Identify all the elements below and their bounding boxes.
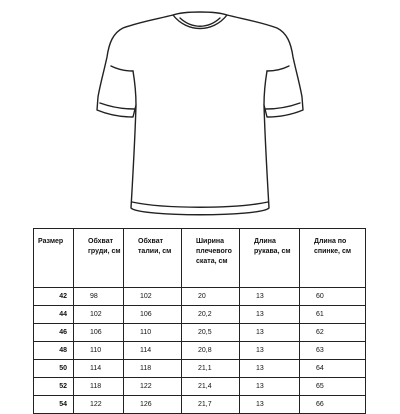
cell-shoulder: 21,7	[182, 396, 240, 414]
cell-back: 60	[300, 288, 366, 306]
cell-chest: 102	[74, 306, 124, 324]
cell-size: 52	[34, 378, 74, 396]
header-waist-girth: Обхват талии, см	[124, 229, 182, 288]
header-size: Размер	[34, 229, 74, 288]
table-row	[34, 396, 366, 414]
cell-size: 50	[34, 360, 74, 378]
table-header-row	[34, 229, 366, 288]
cell-waist: 126	[124, 396, 182, 414]
cell-sleeve: 13	[240, 288, 300, 306]
cell-sleeve: 13	[240, 360, 300, 378]
cell-chest: 114	[74, 360, 124, 378]
size-chart-table	[33, 228, 366, 414]
table-row	[34, 288, 366, 306]
cell-shoulder: 20	[182, 288, 240, 306]
table-row	[34, 342, 366, 360]
cell-shoulder: 21,4	[182, 378, 240, 396]
cell-waist: 114	[124, 342, 182, 360]
cell-size: 44	[34, 306, 74, 324]
cell-shoulder: 20,5	[182, 324, 240, 342]
cell-chest: 110	[74, 342, 124, 360]
cell-shoulder: 21,1	[182, 360, 240, 378]
header-chest-girth: Обхват груди, см	[74, 229, 124, 288]
header-back-length: Длина по спинке, см	[300, 229, 366, 288]
cell-sleeve: 13	[240, 378, 300, 396]
cell-waist: 122	[124, 378, 182, 396]
cell-size: 48	[34, 342, 74, 360]
cell-shoulder: 20,8	[182, 342, 240, 360]
cell-back: 62	[300, 324, 366, 342]
cell-chest: 106	[74, 324, 124, 342]
header-sleeve-length: Длина рукава, см	[240, 229, 300, 288]
tshirt-outline-icon	[95, 9, 305, 223]
cell-sleeve: 13	[240, 342, 300, 360]
cell-size: 54	[34, 396, 74, 414]
table-row	[34, 324, 366, 342]
cell-chest: 122	[74, 396, 124, 414]
cell-waist: 106	[124, 306, 182, 324]
table-row	[34, 360, 366, 378]
cell-sleeve: 13	[240, 306, 300, 324]
header-shoulder-width: Ширина плечевого ската, см	[182, 229, 240, 288]
cell-back: 66	[300, 396, 366, 414]
cell-waist: 118	[124, 360, 182, 378]
cell-back: 61	[300, 306, 366, 324]
cell-chest: 118	[74, 378, 124, 396]
cell-shoulder: 20,2	[182, 306, 240, 324]
table-row	[34, 306, 366, 324]
cell-size: 46	[34, 324, 74, 342]
cell-sleeve: 13	[240, 396, 300, 414]
cell-size: 42	[34, 288, 74, 306]
cell-waist: 110	[124, 324, 182, 342]
cell-waist: 102	[124, 288, 182, 306]
cell-back: 63	[300, 342, 366, 360]
cell-sleeve: 13	[240, 324, 300, 342]
cell-chest: 98	[74, 288, 124, 306]
cell-back: 65	[300, 378, 366, 396]
table-row	[34, 378, 366, 396]
cell-back: 64	[300, 360, 366, 378]
